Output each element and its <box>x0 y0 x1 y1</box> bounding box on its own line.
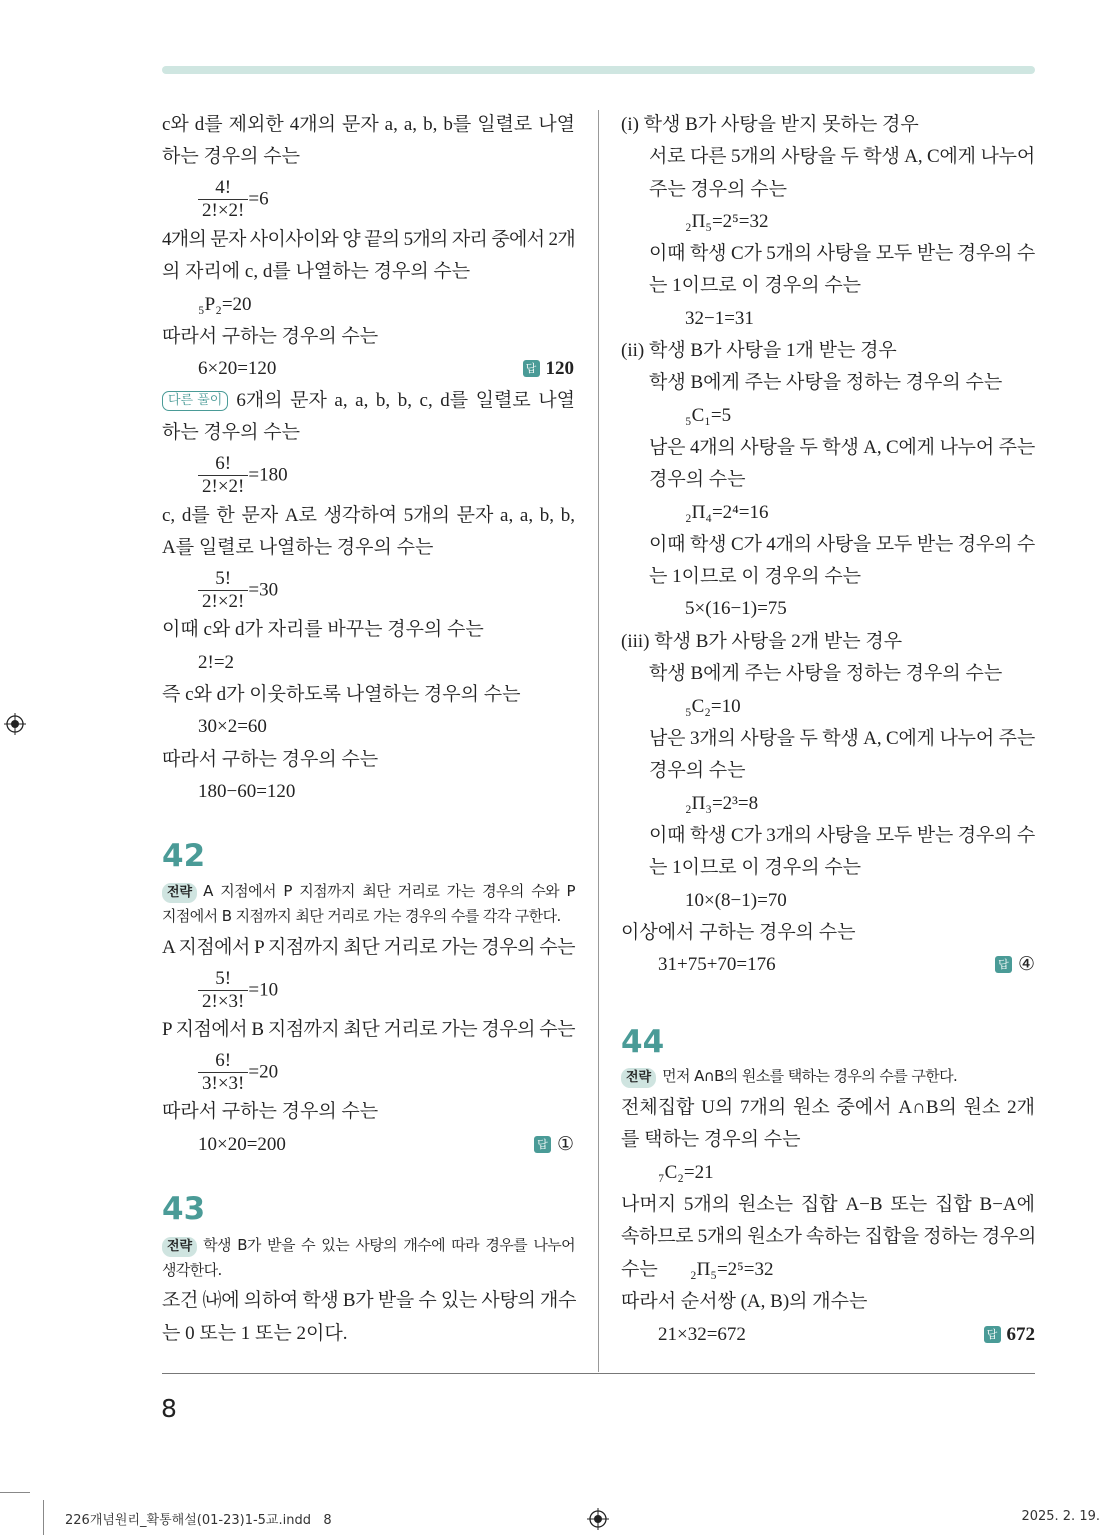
problem-number: 42 <box>162 838 206 874</box>
text-line: 는 1이므로 이 경우의 수는 <box>649 275 862 296</box>
case-heading: (iii) 학생 B가 사탕을 2개 받는 경우 <box>621 631 903 652</box>
text-line: 나머지 5개의 원소는 집합 A−B 또는 집합 B−A에 <box>621 1194 1035 1215</box>
equation: 31+75+70=176 <box>658 954 776 975</box>
answer <box>534 1133 574 1157</box>
header-bar <box>162 66 1035 74</box>
answer <box>984 1323 1036 1347</box>
answer-value: 120 <box>545 358 574 379</box>
answer-badge: 답 <box>523 360 540 377</box>
answer-badge: 답 <box>534 1136 551 1153</box>
result: =180 <box>248 464 288 486</box>
page-number: 8 <box>161 1394 177 1423</box>
text-line: c와 d를 제외한 4개의 문자 a, a, b, b를 일렬로 나열 <box>162 114 575 135</box>
text-line: 경우의 수는 <box>649 760 746 781</box>
registration-mark-icon <box>587 1508 609 1530</box>
equation: 10×(8−1)=70 <box>685 890 787 911</box>
numerator: 6! <box>215 1050 232 1071</box>
text-line: 하는 경우의 수는 <box>162 146 300 167</box>
strategy-text: 생각한다. <box>162 1261 222 1279</box>
text-line: 서로 다른 5개의 사탕을 두 학생 A, C에게 나누어 <box>649 146 1035 167</box>
strategy-line <box>162 881 575 903</box>
text-line: 속하므로 5개의 원소가 속하는 집합을 정하는 경우의 <box>621 1226 1037 1247</box>
denominator: 2!×2! <box>198 199 248 222</box>
equation: ₂Π₄=2⁴=16 <box>685 502 769 523</box>
numerator: 5! <box>215 568 232 589</box>
footer-date: 2025. 2. 19. <box>1021 1509 1100 1524</box>
text-line: 주는 경우의 수는 <box>649 179 787 200</box>
strategy-badge: 전략 <box>621 1068 656 1088</box>
text-line: A를 일렬로 나열하는 경우의 수는 <box>162 537 434 558</box>
equation: 10×20=200 <box>198 1134 286 1155</box>
equation: ₇C₂=21 <box>658 1162 714 1183</box>
text-line: 따라서 구하는 경우의 수는 <box>162 749 379 770</box>
crop-mark <box>0 1492 30 1493</box>
answer-value: ④ <box>1017 954 1035 975</box>
strategy-badge: 전략 <box>162 883 197 903</box>
result: =6 <box>248 188 269 210</box>
alt-solution-badge: 다른 풀이 <box>162 391 228 411</box>
equation: ₂Π₃=2³=8 <box>685 793 759 814</box>
equation: 32−1=31 <box>685 308 754 329</box>
answer-value: ① <box>556 1134 574 1155</box>
text-line: 남은 3개의 사탕을 두 학생 A, C에게 나누어 주는 <box>649 728 1035 749</box>
equation: ₂Π₅=2⁵=32 <box>690 1259 774 1280</box>
text-line: 의 자리에 c, d를 나열하는 경우의 수는 <box>162 261 471 282</box>
equation: ₂Π₅=2⁵=32 <box>685 211 769 232</box>
text-line: 이때 학생 C가 5개의 사탕을 모두 받는 경우의 수 <box>649 243 1035 264</box>
bottom-rule <box>162 1373 1035 1374</box>
column-divider <box>598 110 599 1372</box>
text-line: 이때 학생 C가 4개의 사탕을 모두 받는 경우의 수 <box>649 534 1035 555</box>
text-line: 는 1이므로 이 경우의 수는 <box>649 857 862 878</box>
equation: 6×20=120 <box>198 358 277 379</box>
text-line: 조건 ㈏에 의하여 학생 B가 받을 수 있는 사탕의 개수 <box>162 1290 577 1311</box>
result: =10 <box>248 979 279 1001</box>
fraction <box>198 177 269 222</box>
crop-mark <box>43 1500 44 1535</box>
text-line: 는 0 또는 1 또는 2이다. <box>162 1323 348 1344</box>
strategy-line <box>162 1235 575 1257</box>
text-line: 6개의 문자 a, a, b, b, c, d를 일렬로 나열 <box>236 390 575 411</box>
answer <box>995 953 1035 977</box>
result: =20 <box>248 1061 279 1083</box>
fraction <box>198 568 278 613</box>
alt-solution-line <box>162 389 575 413</box>
footer-filename: 226개념원리_확통해설(01-23)1-5교.indd 8 <box>65 1513 332 1528</box>
text-line: 남은 4개의 사탕을 두 학생 A, C에게 나누어 주는 <box>649 437 1035 458</box>
text-line: 를 택하는 경우의 수는 <box>621 1129 801 1150</box>
denominator: 2!×2! <box>198 590 248 613</box>
text-line: 전체집합 U의 7개의 원소 중에서 A∩B의 원소 2개 <box>621 1097 1035 1118</box>
case-heading: (i) 학생 B가 사탕을 받지 못하는 경우 <box>621 114 919 135</box>
equation: 21×32=672 <box>658 1324 746 1345</box>
fraction <box>198 453 288 498</box>
text-line: 이때 c와 d가 자리를 바꾸는 경우의 수는 <box>162 619 484 640</box>
text-line: P 지점에서 B 지점까지 최단 거리로 가는 경우의 수는 <box>162 1019 575 1040</box>
strategy-line <box>621 1066 957 1088</box>
strategy-text: 학생 B가 받을 수 있는 사탕의 개수에 따라 경우를 나누어 <box>203 1236 575 1254</box>
numerator: 4! <box>215 177 232 198</box>
text-line: 하는 경우의 수는 <box>162 422 300 443</box>
answer-badge: 답 <box>984 1326 1001 1343</box>
numerator: 5! <box>215 968 232 989</box>
fraction <box>198 968 278 1013</box>
text-line: A 지점에서 P 지점까지 최단 거리로 가는 경우의 수는 <box>162 937 575 958</box>
strategy-text: 먼저 A∩B의 원소를 택하는 경우의 수를 구한다. <box>662 1067 958 1085</box>
result: =30 <box>248 579 279 601</box>
text-line: 학생 B에게 주는 사탕을 정하는 경우의 수는 <box>649 663 1003 684</box>
text-line: 따라서 순서쌍 (A, B)의 개수는 <box>621 1291 868 1312</box>
text-line: 4개의 문자 사이사이와 양 끝의 5개의 자리 중에서 2개 <box>162 229 575 250</box>
text-line: 는 1이므로 이 경우의 수는 <box>649 566 862 587</box>
strategy-badge: 전략 <box>162 1237 197 1257</box>
text-line: 수는 <box>621 1259 658 1280</box>
text-line: 따라서 구하는 경우의 수는 <box>162 1101 379 1122</box>
strategy-text: A 지점에서 P 지점까지 최단 거리로 가는 경우의 수와 P <box>203 882 575 900</box>
problem-number: 43 <box>162 1191 206 1227</box>
text-line: 따라서 구하는 경우의 수는 <box>162 326 379 347</box>
equation: 180−60=120 <box>198 781 296 802</box>
equation: ₅P₂=20 <box>198 294 252 315</box>
numerator: 6! <box>215 453 232 474</box>
strategy-text: 지점에서 B 지점까지 최단 거리로 가는 경우의 수를 각각 구한다. <box>162 907 561 925</box>
equation: 5×(16−1)=75 <box>685 598 787 619</box>
denominator: 3!×3! <box>198 1072 248 1095</box>
text-line: 학생 B에게 주는 사탕을 정하는 경우의 수는 <box>649 372 1003 393</box>
denominator: 2!×2! <box>198 475 248 498</box>
equation: ₅C₂=10 <box>685 696 741 717</box>
answer <box>523 357 575 381</box>
equation: 2!=2 <box>198 652 235 673</box>
text-line: 경우의 수는 <box>649 469 746 490</box>
text-line: 즉 c와 d가 이웃하도록 나열하는 경우의 수는 <box>162 684 521 705</box>
fraction <box>198 1050 278 1095</box>
text-line: 이때 학생 C가 3개의 사탕을 모두 받는 경우의 수 <box>649 825 1035 846</box>
equation: ₅C₁=5 <box>685 405 732 426</box>
answer-badge: 답 <box>995 956 1012 973</box>
problem-number: 44 <box>621 1024 665 1060</box>
text-line: 이상에서 구하는 경우의 수는 <box>621 922 856 943</box>
text-line: c, d를 한 문자 A로 생각하여 5개의 문자 a, a, b, b, <box>162 505 575 526</box>
equation: 30×2=60 <box>198 716 267 737</box>
denominator: 2!×3! <box>198 990 248 1013</box>
registration-mark-icon <box>4 713 26 735</box>
answer-value: 672 <box>1006 1324 1035 1345</box>
case-heading: (ii) 학생 B가 사탕을 1개 받는 경우 <box>621 340 897 361</box>
